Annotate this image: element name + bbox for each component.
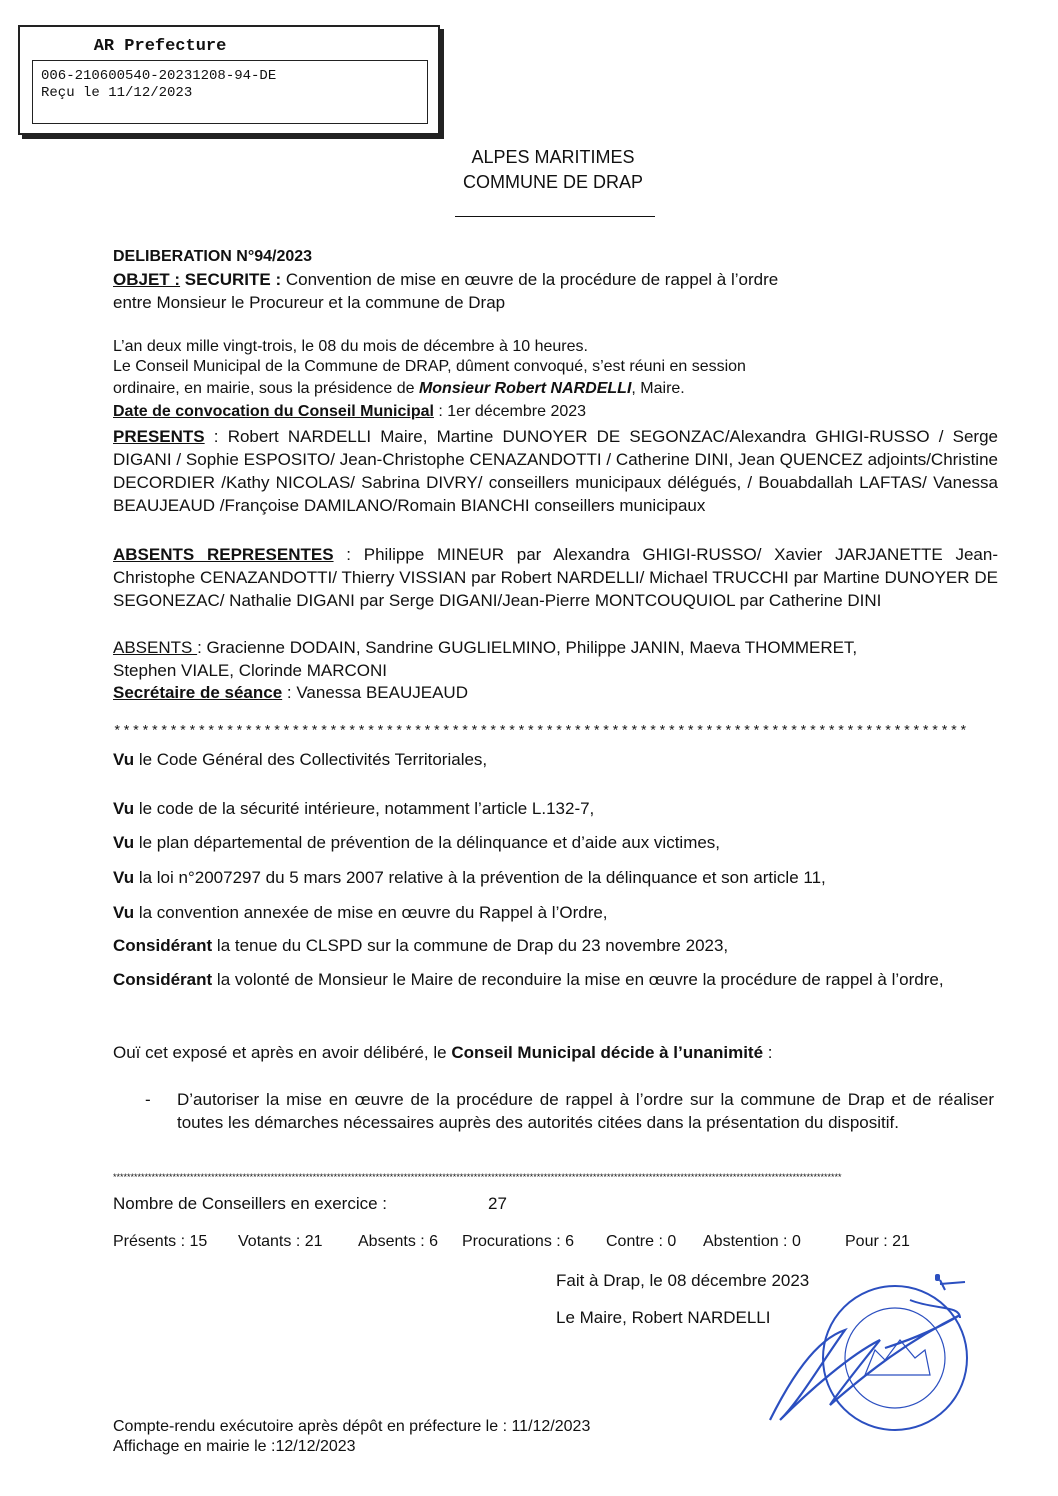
fait-a-drap: Fait à Drap, le 08 décembre 2023 bbox=[556, 1271, 810, 1290]
visa-lead: Vu bbox=[113, 903, 135, 922]
objet-line-2: entre Monsieur le Procureur et la commune de Drap bbox=[113, 293, 506, 312]
secretaire-label: Secrétaire de séance bbox=[113, 683, 283, 702]
visa-text: le plan départemental de prévention de la délinquance et d’aide aux victimes, bbox=[134, 833, 721, 852]
absents-paragraph bbox=[113, 636, 883, 682]
stat-absents: Absents : 6 bbox=[358, 1233, 439, 1250]
stamp-received-date: Reçu le 11/12/2023 bbox=[41, 85, 193, 101]
presents-list: : Robert NARDELLI Maire, Martine DUNOYER DE SEGONZAC/Alexandra GHIGI-RUSSO / Serge DIGANI / Sophie ESPOSITO/ Jean-Christophe CENAZANDOTTI / Catherine DINI, Jean QUENCEZ adjoints/Christine DECORDIER /Kathy NICOLAS/ Sabrina DIVRY/ conseillers municipaux délégués, / Bouabdallah LAFTAS/ Vanessa BEAUJEAUD /Françoise DAMILANO/Romain BIANCHI conseillers municipaux bbox=[113, 427, 998, 515]
visa-securite bbox=[113, 797, 993, 820]
conseillers-label: Nombre de Conseillers en exercice : bbox=[113, 1194, 388, 1213]
stat-votants: Votants : 21 bbox=[238, 1233, 323, 1250]
convocation-label: Date de convocation du Conseil Municipal bbox=[113, 403, 434, 420]
decision-colon: : bbox=[763, 1043, 773, 1062]
representes-list: : Philippe MINEUR par Alexandra GHIGI-RUSSO/ Xavier JARJANETTE Jean-Christophe CENAZANDOTTI/ Thierry VISSIAN par Robert NARDELLI/ Michael TRUCCHI par Martine DUNOYER DE SEGONEZAC/ Nathalie DIGANI par Serge DIGANI/Jean-Pierre MONTCOUQUIOL par Catherine DINI bbox=[113, 545, 998, 610]
stat-contre: Contre : 0 bbox=[606, 1233, 677, 1250]
objet-label: OBJET : bbox=[113, 270, 181, 289]
secretaire-name: : Vanessa BEAUJEAUD bbox=[282, 683, 468, 702]
representes-label: ABSENTS REPRESENTES bbox=[113, 545, 334, 564]
intro-presidence-text: ordinaire, en mairie, sous la présidence de bbox=[113, 380, 419, 397]
visa-plan bbox=[113, 831, 993, 854]
ink-dot bbox=[935, 1274, 940, 1281]
star-separator-small: **************************************************************************************************************************************************************************************************************** bbox=[113, 1172, 842, 1182]
decision-intro-text: Ouï cet exposé et après en avoir délibéré, le bbox=[113, 1043, 452, 1062]
intro-council: Le Conseil Municipal de la Commune de DRAP, dûment convoqué, s’est réuni en session bbox=[113, 358, 746, 375]
objet-line bbox=[113, 268, 993, 291]
visa-text: le Code Général des Collectivités Territoriales, bbox=[134, 750, 488, 769]
secretaire-line bbox=[113, 681, 468, 704]
considerant-lead: Considérant bbox=[113, 970, 213, 989]
visa-text: la convention annexée de mise en œuvre du Rappel à l’Ordre, bbox=[134, 903, 608, 922]
visa-text: le code de la sécurité intérieure, notamment l’article L.132-7, bbox=[134, 799, 595, 818]
stamp-title: AR Prefecture bbox=[93, 37, 227, 56]
intro-date: L’an deux mille vingt-trois, le 08 du mois de décembre à 10 heures. bbox=[113, 338, 588, 355]
deliberation-number: DELIBERATION N°94/2023 bbox=[113, 248, 313, 265]
maire-signatory: Le Maire, Robert NARDELLI bbox=[556, 1308, 771, 1327]
stat-presents: Présents : 15 bbox=[113, 1233, 208, 1250]
conseillers-value: 27 bbox=[488, 1194, 507, 1213]
visa-cgct bbox=[113, 748, 993, 771]
footer-affichage: Affichage en mairie le :12/12/2023 bbox=[113, 1438, 356, 1455]
considerant-lead: Considérant bbox=[113, 936, 213, 955]
footer-executoire: Compte-rendu exécutoire après dépôt en préfecture le : 11/12/2023 bbox=[113, 1418, 591, 1435]
absents-label: ABSENTS bbox=[113, 638, 198, 657]
presents-paragraph bbox=[113, 425, 998, 517]
header-divider bbox=[455, 216, 655, 217]
convocation-value: : 1er décembre 2023 bbox=[433, 403, 587, 420]
decision-intro bbox=[113, 1041, 773, 1064]
visa-lead: Vu bbox=[113, 833, 135, 852]
considerant-text: la tenue du CLSPD sur la commune de Drap du 23 novembre 2023, bbox=[212, 936, 729, 955]
stat-pour: Pour : 21 bbox=[845, 1233, 910, 1250]
visa-loi bbox=[113, 866, 993, 889]
objet-text: Convention de mise en œuvre de la procédure de rappel à l’ordre bbox=[281, 270, 779, 289]
star-separator: ******************************************************************************************* bbox=[113, 724, 969, 740]
visa-lead: Vu bbox=[113, 750, 135, 769]
president-name: Monsieur Robert NARDELLI bbox=[418, 380, 632, 397]
decision-unanimity: Conseil Municipal décide à l’unanimité bbox=[451, 1043, 764, 1062]
considerant-volonte bbox=[113, 968, 993, 991]
absents-list: : Gracienne DODAIN, Sandrine GUGLIELMINO, Philippe JANIN, Maeva THOMMERET, Stephen VIALE, Clorinde MARCONI bbox=[113, 638, 858, 680]
decision-bullet: - bbox=[145, 1090, 151, 1109]
intro-presidence bbox=[113, 378, 685, 399]
visa-lead: Vu bbox=[113, 868, 135, 887]
intro-presidence-end: , Maire. bbox=[631, 380, 685, 397]
representes-paragraph bbox=[113, 543, 998, 612]
visa-lead: Vu bbox=[113, 799, 135, 818]
stat-procurations: Procurations : 6 bbox=[462, 1233, 575, 1250]
considerant-clspd bbox=[113, 934, 993, 957]
visa-text: la loi n°2007297 du 5 mars 2007 relative à la prévention de la délinquance et son article 11, bbox=[134, 868, 826, 887]
decision-item: D’autoriser la mise en œuvre de la procédure de rappel à l’ordre sur la commune de Drap et de réaliser toutes les démarches nécessaires auprès des autorités citées dans la présentation du dispositif. bbox=[177, 1090, 994, 1132]
presents-label: PRESENTS bbox=[113, 427, 205, 446]
stamp-box bbox=[32, 60, 428, 124]
mairie-seal bbox=[760, 1270, 1000, 1440]
objet-category: SECURITE : bbox=[184, 270, 282, 289]
considerant-text: la volonté de Monsieur le Maire de reconduire la mise en œuvre la procédure de rappel à l’ordre, bbox=[212, 970, 944, 989]
visa-convention bbox=[113, 901, 993, 924]
convocation-date bbox=[113, 401, 586, 422]
stat-abstention: Abstention : 0 bbox=[703, 1233, 801, 1250]
region-title: ALPES MARITIMES bbox=[471, 147, 635, 167]
stamp-reference: 006-210600540-20231208-94-DE bbox=[41, 68, 277, 84]
commune-title: COMMUNE DE DRAP bbox=[462, 172, 643, 192]
prefecture-stamp bbox=[18, 25, 440, 135]
